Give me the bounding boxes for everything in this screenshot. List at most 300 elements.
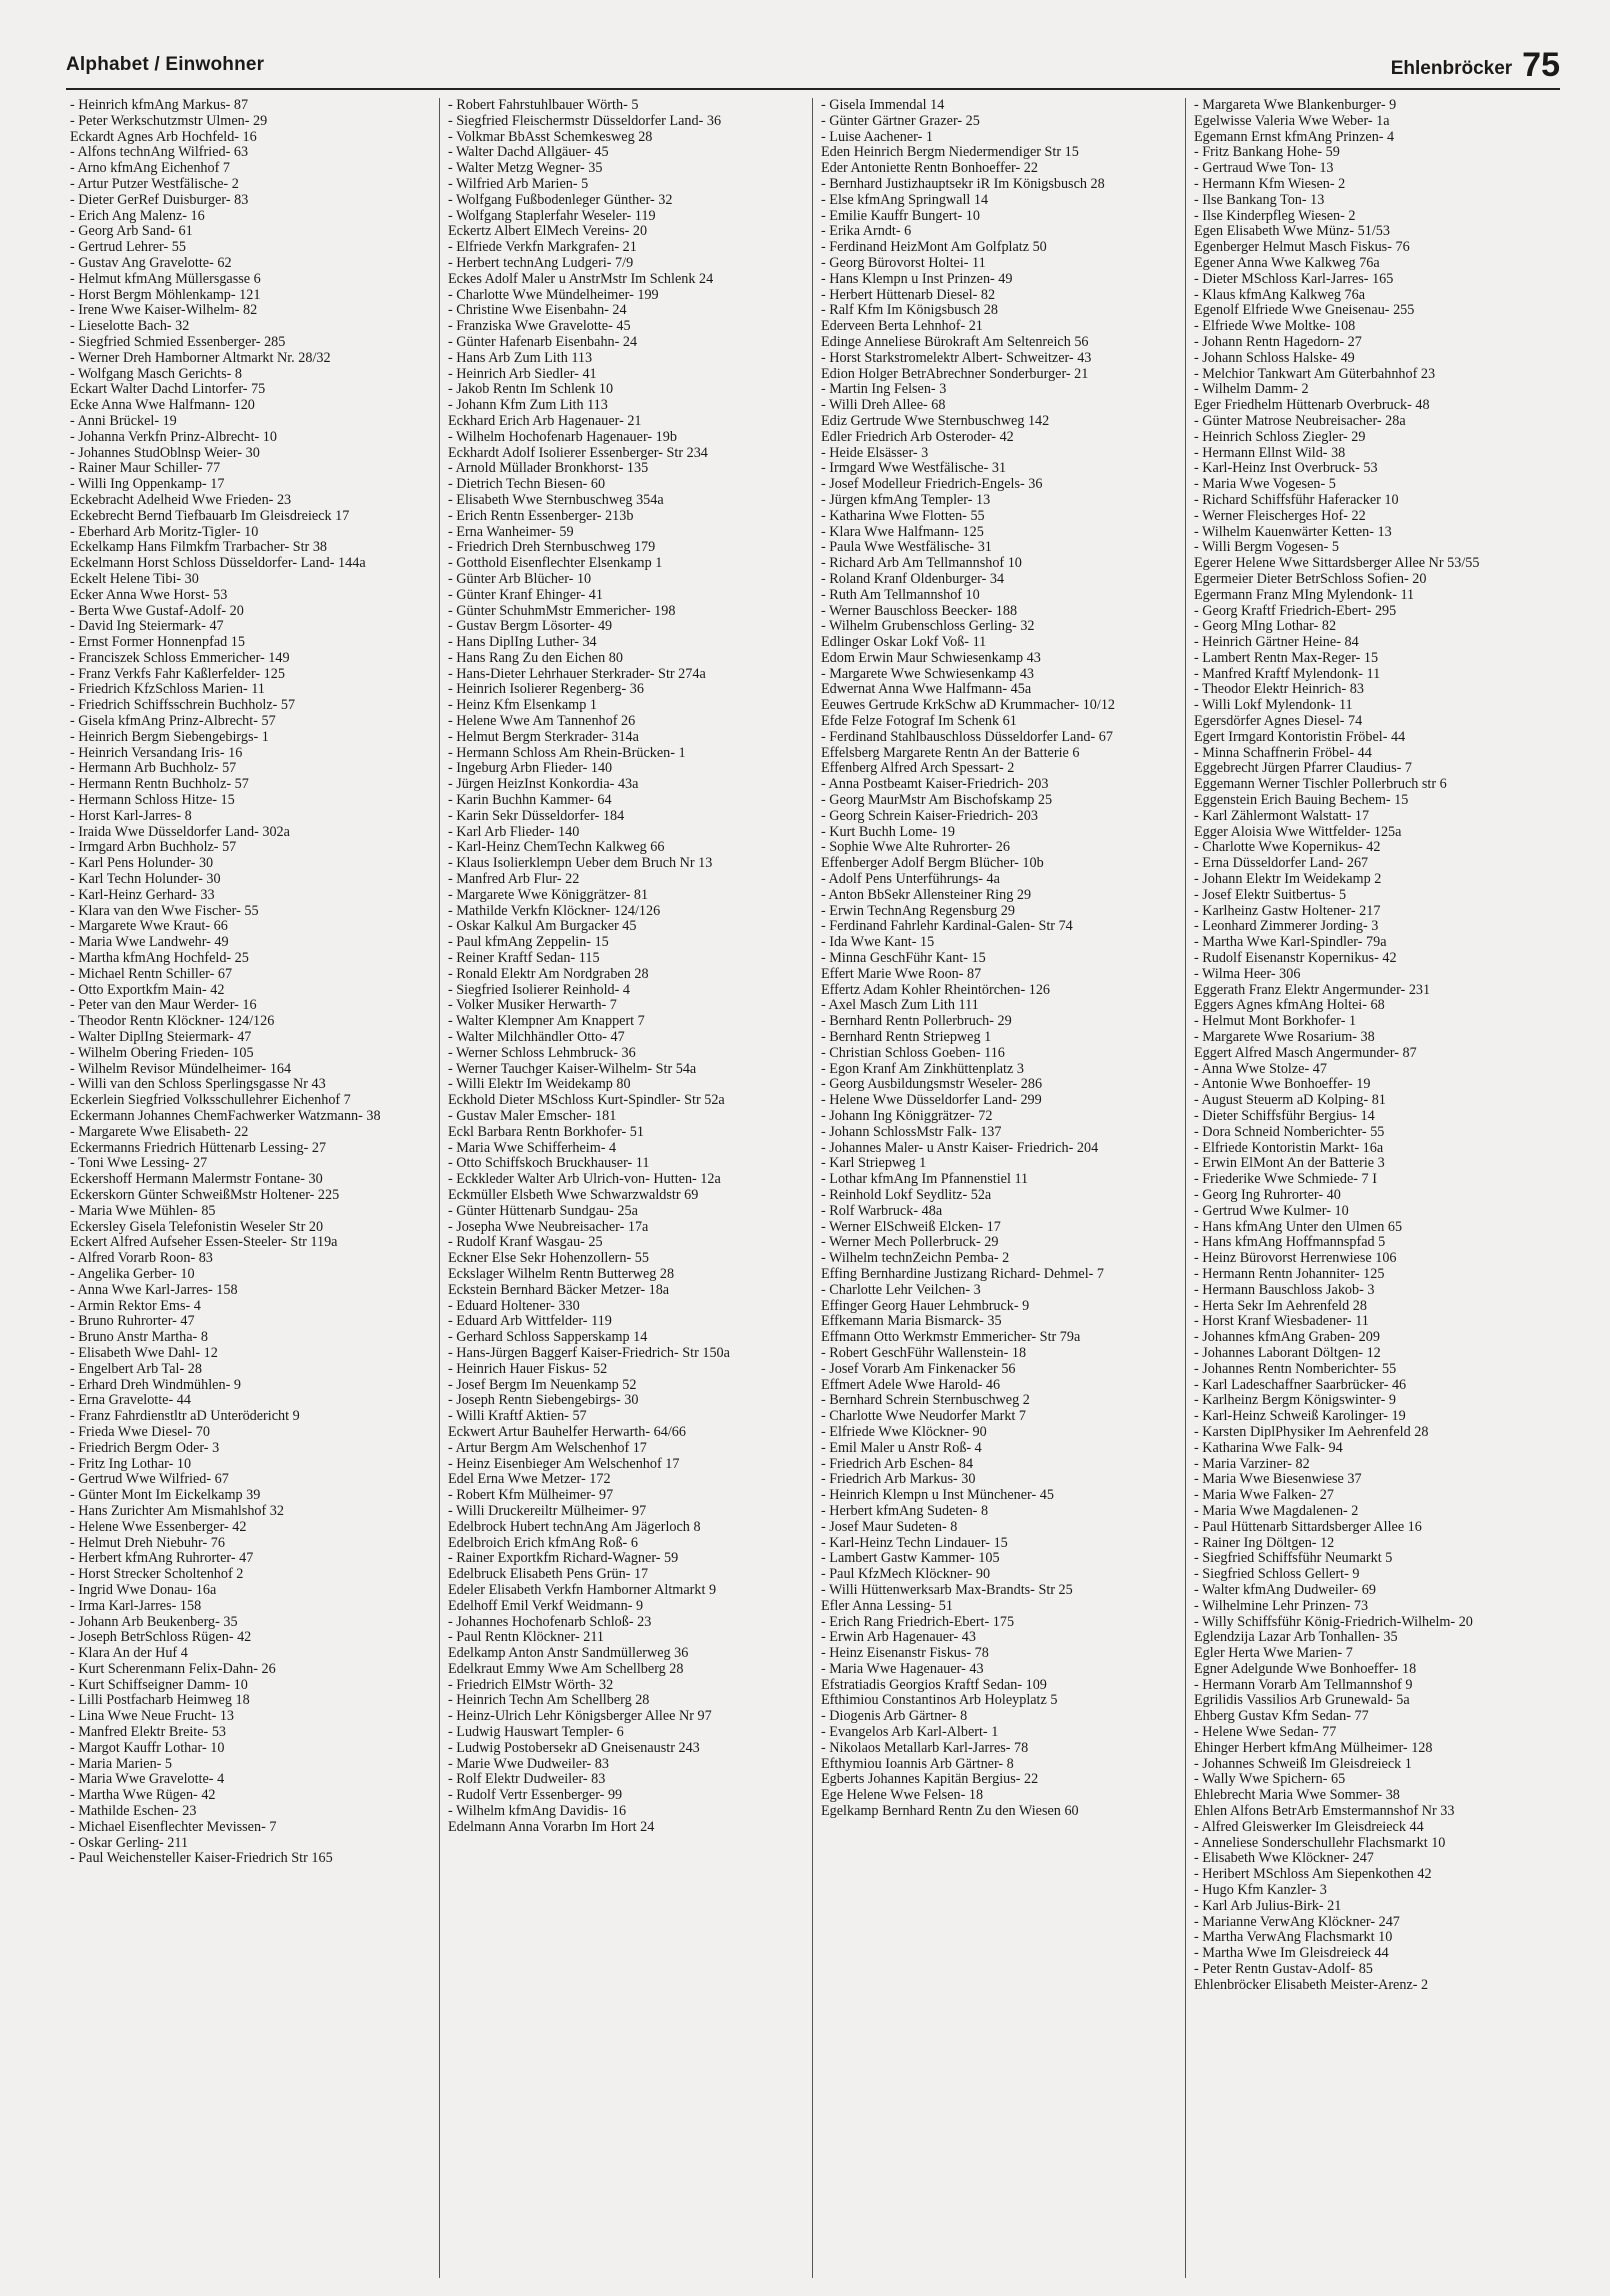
directory-entry: - Willi Bergm Vogesen- 5: [1194, 539, 1339, 556]
directory-entry: - Charlotte Wwe Mündelheimer- 199: [448, 286, 659, 303]
directory-entry: - Horst Karl-Jarres- 8: [70, 807, 192, 824]
directory-entry: - Volkmar BbAsst Schemkesweg 28: [448, 128, 653, 145]
directory-entry: - Martha Wwe Rügen- 42: [70, 1787, 216, 1804]
directory-entry: - Lambert Gastw Kammer- 105: [821, 1550, 1000, 1567]
directory-entry: Eckwert Artur Bauhelfer Herwarth- 64/66: [448, 1423, 686, 1440]
directory-entry: - Paul Rentn Klöckner- 211: [448, 1629, 605, 1646]
directory-entry: Egler Herta Wwe Marien- 7: [1194, 1645, 1353, 1662]
directory-entry: - Walter Klempner Am Knappert 7: [448, 1013, 645, 1030]
directory-entry: - Hermann Schloss Am Rhein-Brücken- 1: [448, 744, 686, 761]
directory-entry: - Hans Klempn u Inst Prinzen- 49: [821, 270, 1013, 287]
directory-entry: - Heinrich Klempn u Inst Münchener- 45: [821, 1487, 1054, 1504]
directory-entry: - Siegfried Fleischermstr Düsseldorfer Land- 36: [448, 112, 722, 129]
directory-entry: - Karl Techn Holunder- 30: [70, 871, 221, 888]
directory-entry: - Hans DiplIng Luther- 34: [448, 634, 597, 651]
directory-entry: - Irene Wwe Kaiser-Wilhelm- 82: [70, 302, 258, 319]
directory-entry: - Eduard Holtener- 330: [448, 1297, 580, 1314]
directory-entry: - Rolf Elektr Dudweiler- 83: [448, 1771, 606, 1788]
directory-entry: - Berta Wwe Gustaf-Adolf- 20: [70, 602, 244, 619]
directory-entry: Eckes Adolf Maler u AnstrMstr Im Schlenk 24: [448, 270, 714, 287]
directory-entry: - Klara Wwe Halfmann- 125: [821, 523, 984, 540]
directory-entry: - Oskar Kalkul Am Burgacker 45: [448, 918, 637, 935]
directory-entry: - Herta Sekr Im Aehrenfeld 28: [1194, 1297, 1367, 1314]
directory-entry: - Herbert technAng Ludgeri- 7/9: [448, 254, 634, 271]
directory-entry: - Elisabeth Wwe Sternbuschweg 354a: [448, 491, 664, 508]
directory-entry: - Helene Wwe Am Tannenhof 26: [448, 713, 636, 730]
directory-entry: - Elfriede Kontoristin Markt- 16a: [1194, 1139, 1384, 1156]
directory-entry: - Jürgen kfmAng Templer- 13: [821, 491, 991, 508]
directory-entry: Eckstein Bernhard Bäcker Metzer- 18a: [448, 1281, 670, 1298]
directory-entry: - Gertrud Wwe Wilfried- 67: [70, 1471, 229, 1488]
directory-entry: - Gustav Bergm Lösorter- 49: [448, 618, 613, 635]
directory-entry: - Gisela Immendal 14: [821, 98, 945, 113]
directory-entry: Ehinger Herbert kfmAng Mülheimer- 128: [1194, 1739, 1433, 1756]
directory-entry: - Michael Rentn Schiller- 67: [70, 965, 233, 982]
directory-entry: - Friedrich Arb Eschen- 84: [821, 1455, 974, 1472]
directory-entry: - Werner ElSchweiß Elcken- 17: [821, 1218, 1001, 1235]
directory-entry: Edelbrock Hubert technAng Am Jägerloch 8: [448, 1518, 701, 1535]
directory-entry: Effkemann Maria Bismarck- 35: [821, 1313, 1002, 1330]
directory-entry: Effmann Otto Werkmstr Emmericher- Str 79a: [821, 1329, 1081, 1346]
directory-entry: - Hermann Arb Buchholz- 57: [70, 760, 237, 777]
directory-entry: - Artur Bergm Am Welschenhof 17: [448, 1439, 647, 1456]
directory-entry: Ehlebrecht Maria Wwe Sommer- 38: [1194, 1787, 1400, 1804]
directory-entry: - Horst Strecker Scholtenhof 2: [70, 1566, 244, 1583]
directory-entry: - Georg Ing Ruhrorter- 40: [1194, 1186, 1341, 1203]
directory-entry: - Werner Mech Pollerbruck- 29: [821, 1234, 999, 1251]
directory-entry: - Erwin Arb Hagenauer- 43: [821, 1629, 976, 1646]
directory-entry: Egenberger Helmut Masch Fiskus- 76: [1194, 239, 1410, 256]
directory-entry: - Paul Hüttenarb Sittardsberger Allee 16: [1194, 1518, 1422, 1535]
directory-columns: [66, 98, 1560, 2278]
directory-entry: - Hermann Kfm Wiesen- 2: [1194, 175, 1346, 192]
directory-entry: Eckelmann Horst Schloss Düsseldorfer- Land- 144a: [70, 555, 366, 572]
directory-entry: - Marianne VerwAng Klöckner- 247: [1194, 1913, 1400, 1930]
directory-entry: Edom Erwin Maur Schwiesenkamp 43: [821, 649, 1041, 666]
directory-entry: - Heinrich Versandang Iris- 16: [70, 744, 243, 761]
directory-entry: - Martha Wwe Karl-Spindler- 79a: [1194, 934, 1387, 951]
directory-entry: - Margarete Wwe Rosarium- 38: [1194, 1029, 1375, 1046]
directory-entry: Edelbroich Erich kfmAng Roß- 6: [448, 1534, 638, 1551]
directory-entry: - Siegfried Schloss Gellert- 9: [1194, 1566, 1360, 1583]
directory-entry: - Gotthold Eisenflechter Elsenkamp 1: [448, 555, 663, 572]
directory-entry: - Willi Elektr Im Weidekamp 80: [448, 1076, 631, 1093]
directory-entry: - Werner Bauschloss Beecker- 188: [821, 602, 1018, 619]
directory-entry: - Margarete Wwe Elisabeth- 22: [70, 1123, 249, 1140]
directory-entry: - Otto Exportkfm Main- 42: [70, 981, 225, 998]
directory-entry: - Günter Matrose Neubreisacher- 28a: [1194, 412, 1406, 429]
directory-entry: - Volker Musiker Herwarth- 7: [448, 997, 617, 1014]
directory-entry: - Johann Rentn Hagedorn- 27: [1194, 333, 1362, 350]
directory-entry: - Johann Arb Beukenberg- 35: [70, 1613, 238, 1630]
directory-entry: - Antonie Wwe Bonhoeffer- 19: [1194, 1076, 1371, 1093]
directory-entry: - Maria Wwe Mühlen- 85: [70, 1202, 216, 1219]
directory-entry: - Günter Hafenarb Eisenbahn- 24: [448, 333, 638, 350]
directory-entry: - Joseph Rentn Siebengebirgs- 30: [448, 1392, 639, 1409]
directory-entry: - Hermann Bauschloss Jakob- 3: [1194, 1281, 1375, 1298]
directory-entry: - Karl-Heinz Schweiß Karolinger- 19: [1194, 1408, 1406, 1425]
directory-entry: - Helene Wwe Essenberger- 42: [70, 1518, 247, 1535]
directory-entry: - Herbert kfmAng Ruhrorter- 47: [70, 1550, 254, 1567]
directory-entry: - Erna Düsseldorfer Land- 267: [1194, 855, 1369, 872]
directory-entry: - Adolf Pens Unterführungs- 4a: [821, 871, 1000, 888]
directory-entry: - Frieda Wwe Diesel- 70: [70, 1423, 210, 1440]
directory-entry: - Willy Schiffsführ König-Friedrich-Wilhelm- 20: [1194, 1613, 1473, 1630]
directory-entry: - Karin Sekr Düsseldorfer- 184: [448, 807, 625, 824]
directory-entry: - Paula Wwe Westfälische- 31: [821, 539, 992, 556]
directory-entry: - Iraida Wwe Düsseldorfer Land- 302a: [70, 823, 290, 840]
directory-entry: - Reiner Kraftf Sedan- 115: [448, 950, 600, 967]
directory-entry: - Elfriede Wwe Klöckner- 90: [821, 1423, 987, 1440]
directory-entry: - Martha kfmAng Hochfeld- 25: [70, 950, 249, 967]
directory-entry: - Georg Ausbildungsmstr Weseler- 286: [821, 1076, 1043, 1093]
directory-entry: - Maria Marien- 5: [70, 1755, 173, 1772]
directory-entry: - Franz Verkfs Fahr Kaßlerfelder- 125: [70, 665, 285, 682]
directory-entry: Egger Aloisia Wwe Wittfelder- 125a: [1194, 823, 1402, 840]
directory-entry: - Lieselotte Bach- 32: [70, 318, 190, 335]
directory-entry: - Rainer Exportkfm Richard-Wagner- 59: [448, 1550, 679, 1567]
directory-entry: Eder Antoniette Rentn Bonhoeffer- 22: [821, 160, 1038, 177]
running-head-name: Ehlenbröcker: [1390, 58, 1513, 79]
directory-entry: - Johann Elektr Im Weidekamp 2: [1194, 871, 1382, 888]
directory-entry: Eckershoff Hermann Malermstr Fontane- 30: [70, 1171, 323, 1188]
directory-entry: - Wilfried Arb Marien- 5: [448, 175, 589, 192]
directory-entry: - Hermann Rentn Johanniter- 125: [1194, 1265, 1385, 1282]
directory-entry: - Horst Bergm Möhlenkamp- 121: [70, 286, 261, 303]
directory-entry: Eckersley Gisela Telefonistin Weseler Str 20: [70, 1218, 324, 1235]
directory-entry: - Georg Bürovorst Holtei- 11: [821, 254, 986, 271]
directory-entry: - Günter Gärtner Grazer- 25: [821, 112, 980, 129]
directory-entry: Edelbruck Elisabeth Pens Grün- 17: [448, 1566, 649, 1583]
directory-entry: Eckhard Erich Arb Hagenauer- 21: [448, 412, 642, 429]
directory-entry: Egen Elisabeth Wwe Münz- 51/53: [1194, 223, 1390, 240]
directory-entry: - Elfriede Wwe Moltke- 108: [1194, 318, 1356, 335]
directory-entry: - Erna Gravelotte- 44: [70, 1392, 191, 1409]
directory-entry: Effelsberg Margarete Rentn An der Batterie 6: [821, 744, 1080, 761]
directory-entry: - Georg Arb Sand- 61: [70, 223, 193, 240]
directory-entry: - Günter Kranf Ehinger- 41: [448, 586, 603, 603]
directory-entry: - Hans-Jürgen Baggerf Kaiser-Friedrich- Str 150a: [448, 1344, 730, 1361]
directory-entry: - Rudolf Eisenanstr Kopernikus- 42: [1194, 950, 1397, 967]
directory-entry: Egerer Helene Wwe Sittardsberger Allee Nr 53/55: [1194, 555, 1480, 572]
directory-entry: Eckslager Wilhelm Rentn Butterweg 28: [448, 1265, 675, 1282]
directory-entry: - Willi Kraftf Aktien- 57: [448, 1408, 587, 1425]
directory-entry: Ege Helene Wwe Felsen- 18: [821, 1787, 984, 1804]
directory-entry: - Anton BbSekr Allensteiner Ring 29: [821, 886, 1032, 903]
directory-entry: - Johanna Verkfn Prinz-Albrecht- 10: [70, 428, 277, 445]
directory-entry: - Fritz Ing Lothar- 10: [70, 1455, 192, 1472]
directory-entry: - Rudolf Kranf Wasgau- 25: [448, 1234, 603, 1251]
directory-entry: - Maria Wwe Biesenwiese 37: [1194, 1471, 1362, 1488]
directory-entry: Eckebrecht Bernd Tiefbauarb Im Gleisdreieck 17: [70, 507, 350, 524]
directory-entry: Eckart Walter Dachd Lintorfer- 75: [70, 381, 266, 398]
directory-entry: - Johannes Schweiß Im Gleisdreieck 1: [1194, 1755, 1412, 1772]
page-number: 75: [1522, 46, 1560, 84]
directory-entry: - Horst Kranf Wiesbadener- 11: [1194, 1313, 1369, 1330]
directory-entry: - Wilhelm Hochofenarb Hagenauer- 19b: [448, 428, 677, 445]
directory-entry: - Michael Eisenflechter Mevissen- 7: [70, 1818, 277, 1835]
directory-entry: - Margarete Wwe Kraut- 66: [70, 918, 228, 935]
column-2: [439, 98, 812, 2278]
directory-entry: Eckermanns Friedrich Hüttenarb Lessing- 27: [70, 1139, 327, 1156]
directory-entry: - Johannes StudOblnsp Weier- 30: [70, 444, 260, 461]
directory-entry: Ecke Anna Wwe Halfmann- 120: [70, 397, 255, 414]
directory-entry: Edler Friedrich Arb Osteroder- 42: [821, 428, 1014, 445]
directory-entry: - Günter Hüttenarb Sundgau- 25a: [448, 1202, 638, 1219]
directory-entry: - Georg MIng Lothar- 82: [1194, 618, 1337, 635]
directory-entry: Effert Marie Wwe Roon- 87: [821, 965, 982, 982]
directory-entry: - Heinrich Schloss Ziegler- 29: [1194, 428, 1366, 445]
directory-entry: - Robert Fahrstuhlbauer Wörth- 5: [448, 98, 639, 113]
directory-entry: - Karlheinz Gastw Holtener- 217: [1194, 902, 1381, 919]
directory-entry: Edelhoff Emil Verkf Weidmann- 9: [448, 1597, 644, 1614]
directory-entry: - Reinhold Lokf Seydlitz- 52a: [821, 1186, 992, 1203]
directory-entry: - Christian Schloss Goeben- 116: [821, 1044, 1005, 1061]
directory-entry: - Ludwig Hauswart Templer- 6: [448, 1724, 624, 1741]
directory-entry: - Martin Ing Felsen- 3: [821, 381, 947, 398]
directory-entry: - Alfred Vorarb Roon- 83: [70, 1250, 213, 1267]
directory-entry: Edeler Elisabeth Verkfn Hamborner Altmarkt 9: [448, 1581, 717, 1598]
directory-entry: - Georg MaurMstr Am Bischofskamp 25: [821, 792, 1053, 809]
directory-entry: - Hans kfmAng Unter den Ulmen 65: [1194, 1218, 1403, 1235]
directory-entry: - Minna GeschFühr Kant- 15: [821, 950, 986, 967]
directory-entry: - Walter kfmAng Dudweiler- 69: [1194, 1581, 1376, 1598]
directory-entry: - Heinrich Techn Am Schellberg 28: [448, 1692, 650, 1709]
directory-entry: - Kurt Schiffseigner Damm- 10: [70, 1676, 248, 1693]
directory-entry: - Walter DiplIng Steiermark- 47: [70, 1029, 252, 1046]
directory-entry: Eggerath Franz Elektr Angermunder- 231: [1194, 981, 1431, 998]
directory-entry: - Theodor Elektr Heinrich- 83: [1194, 681, 1364, 698]
directory-entry: Ehlenbröcker Elisabeth Meister-Arenz- 2: [1194, 1976, 1429, 1993]
directory-entry: - Erich Rang Friedrich-Ebert- 175: [821, 1613, 1015, 1630]
directory-entry: Eckmüller Elsbeth Wwe Schwarzwaldstr 69: [448, 1186, 699, 1203]
directory-entry: - Bernhard Schrein Sternbuschweg 2: [821, 1392, 1030, 1409]
directory-entry: Edwernat Anna Wwe Halfmann- 45a: [821, 681, 1032, 698]
directory-entry: - Christine Wwe Eisenbahn- 24: [448, 302, 627, 319]
directory-entry: - Hans Zurichter Am Mismahlshof 32: [70, 1502, 284, 1519]
directory-entry: - Engelbert Arb Tal- 28: [70, 1360, 202, 1377]
directory-entry: - Hermann Vorarb Am Tellmannshof 9: [1194, 1676, 1413, 1693]
directory-entry: Eckelt Helene Tibi- 30: [70, 570, 199, 587]
directory-entry: - Heinz-Ulrich Lehr Königsberger Allee Nr 97: [448, 1708, 712, 1725]
directory-entry: Eckermann Johannes ChemFachwerker Watzmann- 38: [70, 1108, 381, 1124]
directory-entry: Eggemann Werner Tischler Pollerbruch str 6: [1194, 776, 1447, 793]
directory-entry: - Bernhard Rentn Striepweg 1: [821, 1029, 992, 1046]
directory-entry: - Charlotte Lehr Veilchen- 3: [821, 1281, 981, 1298]
directory-entry: - Werner Dreh Hamborner Altmarkt Nr. 28/32: [70, 349, 331, 366]
directory-entry: Edelkraut Emmy Wwe Am Schellberg 28: [448, 1660, 684, 1677]
directory-entry: - Marie Wwe Dudweiler- 83: [448, 1755, 609, 1772]
directory-entry: - Erich Ang Malenz- 16: [70, 207, 205, 224]
header-rule: [66, 88, 1560, 90]
directory-entry: - Bruno Ruhrorter- 47: [70, 1313, 195, 1330]
directory-entry: - Jakob Rentn Im Schlenk 10: [448, 381, 614, 398]
directory-entry: Eckhardt Adolf Isolierer Essenberger- Str 234: [448, 444, 708, 461]
directory-entry: - Klaus kfmAng Kalkweg 76a: [1194, 286, 1365, 303]
directory-entry: - Maria Wwe Falken- 27: [1194, 1487, 1334, 1504]
directory-entry: Egberts Johannes Kapitän Bergius- 22: [821, 1771, 1039, 1788]
directory-entry: - Johannes Hochofenarb Schloß- 23: [448, 1613, 652, 1630]
directory-entry: - Hans-Dieter Lehrhauer Sterkrader- Str 274a: [448, 665, 706, 682]
directory-entry: - Mathilde Verkfn Klöckner- 124/126: [448, 902, 661, 919]
directory-entry: - Ferdinand Stahlbauschloss Düsseldorfer Land- 67: [821, 728, 1113, 745]
directory-entry: - Heinrich Bergm Siebengebirgs- 1: [70, 728, 269, 745]
directory-entry: Eggebrecht Jürgen Pfarrer Claudius- 7: [1194, 760, 1413, 777]
directory-entry: Egelkamp Bernhard Rentn Zu den Wiesen 60: [821, 1803, 1079, 1820]
directory-entry: - Gerhard Schloss Sapperskamp 14: [448, 1329, 648, 1346]
directory-entry: Edion Holger BetrAbrechner Sonderburger- 21: [821, 365, 1089, 382]
directory-entry: - Paul Weichensteller Kaiser-Friedrich Str 165: [70, 1850, 333, 1867]
directory-entry: - Karlheinz Bergm Königswinter- 9: [1194, 1392, 1396, 1409]
directory-entry: - Rainer Ing Döltgen- 12: [1194, 1534, 1335, 1551]
directory-entry: - Peter Werkschutzmstr Ulmen- 29: [70, 112, 268, 129]
directory-entry: Eggers Agnes kfmAng Holtei- 68: [1194, 997, 1385, 1014]
directory-entry: Egrilidis Vassilios Arb Grunewald- 5a: [1194, 1692, 1410, 1709]
directory-entry: - Dieter MSchloss Karl-Jarres- 165: [1194, 270, 1394, 287]
directory-entry: - Karl Arb Julius-Birk- 21: [1194, 1897, 1342, 1914]
directory-entry: - Johann Schloss Halske- 49: [1194, 349, 1355, 366]
directory-entry: - Erich Rentn Essenberger- 213b: [448, 507, 634, 524]
directory-entry: - Wolfgang Masch Gerichts- 8: [70, 365, 242, 382]
directory-entry: - Gertrud Wwe Kulmer- 10: [1194, 1202, 1349, 1219]
directory-entry: - Robert Kfm Mülheimer- 97: [448, 1487, 614, 1504]
directory-entry: - Karl Ladeschaffner Saarbrücker- 46: [1194, 1376, 1407, 1393]
directory-entry: Efler Anna Lessing- 51: [821, 1597, 953, 1614]
directory-entry: - Dieter Schiffsführ Bergius- 14: [1194, 1108, 1375, 1124]
directory-entry: - Hermann Ellnst Wild- 38: [1194, 444, 1346, 461]
directory-entry: - Erna Wanheimer- 59: [448, 523, 574, 540]
directory-entry: - Willi Druckereiltr Mülheimer- 97: [448, 1502, 647, 1519]
directory-entry: Eckner Else Sekr Hohenzollern- 55: [448, 1250, 649, 1267]
directory-entry: - Johannes Rentn Nomberichter- 55: [1194, 1360, 1397, 1377]
directory-entry: - Oskar Gerling- 211: [70, 1834, 189, 1851]
directory-entry: - Friedrich Arb Markus- 30: [821, 1471, 976, 1488]
directory-entry: - Heinrich Isolierer Regenberg- 36: [448, 681, 644, 698]
directory-entry: - Arnold Müllader Bronkhorst- 135: [448, 460, 649, 477]
directory-entry: - Maria Wwe Landwehr- 49: [70, 934, 229, 951]
directory-entry: Egermeier Dieter BetrSchloss Sofien- 20: [1194, 570, 1427, 587]
directory-entry: - Charlotte Wwe Neudorfer Markt 7: [821, 1408, 1026, 1425]
directory-entry: - Hugo Kfm Kanzler- 3: [1194, 1882, 1327, 1899]
directory-entry: - Erwin ElMont An der Batterie 3: [1194, 1155, 1385, 1172]
directory-entry: - Günter SchuhmMstr Emmericher- 198: [448, 602, 676, 619]
directory-entry: Edlinger Oskar Lokf Voß- 11: [821, 634, 987, 651]
directory-entry: - Rudolf Vertr Essenberger- 99: [448, 1787, 623, 1804]
directory-entry: - Maria Wwe Magdalenen- 2: [1194, 1502, 1359, 1519]
directory-entry: - Manfred Arb Flur- 22: [448, 871, 580, 888]
directory-entry: - Dieter GerRef Duisburger- 83: [70, 191, 249, 208]
directory-entry: - Friedrich KfzSchloss Marien- 11: [70, 681, 265, 698]
directory-entry: - Dora Schneid Nomberichter- 55: [1194, 1123, 1385, 1140]
directory-entry: - Mathilde Eschen- 23: [70, 1803, 197, 1820]
directory-entry: Eckelkamp Hans Filmkfm Trarbacher- Str 38: [70, 539, 328, 556]
directory-entry: - Karl-Heinz Gerhard- 33: [70, 886, 215, 903]
directory-entry: - Erwin TechnAng Regensburg 29: [821, 902, 1015, 919]
directory-entry: - Rainer Maur Schiller- 77: [70, 460, 221, 477]
directory-entry: - Josepha Wwe Neubreisacher- 17a: [448, 1218, 649, 1235]
directory-entry: - Helene Wwe Sedan- 77: [1194, 1724, 1337, 1741]
directory-entry: - Elfriede Verkfn Markgrafen- 21: [448, 239, 637, 256]
directory-entry: Edel Erna Wwe Metzer- 172: [448, 1471, 611, 1488]
directory-entry: - Axel Masch Zum Lith 111: [821, 997, 979, 1014]
directory-entry: - Gertraud Wwe Ton- 13: [1194, 160, 1334, 177]
directory-entry: - Irma Karl-Jarres- 158: [70, 1597, 202, 1614]
directory-entry: Egelwisse Valeria Wwe Weber- 1a: [1194, 112, 1390, 129]
directory-entry: - Heinz Bürovorst Herrenwiese 106: [1194, 1250, 1397, 1267]
directory-entry: Eggenstein Erich Bauing Bechem- 15: [1194, 792, 1409, 809]
directory-entry: - Wilhelmine Lehr Prinzen- 73: [1194, 1597, 1369, 1614]
directory-entry: - Wilhelm Obering Frieden- 105: [70, 1044, 254, 1061]
directory-entry: Ehlen Alfons BetrArb Emstermannshof Nr 33: [1194, 1803, 1455, 1820]
directory-entry: - Leonhard Zimmerer Jording- 3: [1194, 918, 1379, 935]
directory-entry: - Karl-Heinz Techn Lindauer- 15: [821, 1534, 1008, 1551]
directory-entry: - Josef Elektr Suitbertus- 5: [1194, 886, 1347, 903]
directory-entry: - Maria Wwe Schifferheim- 4: [448, 1139, 617, 1156]
directory-entry: - Heinrich Gärtner Heine- 84: [1194, 634, 1359, 651]
directory-entry: Ecker Anna Wwe Horst- 53: [70, 586, 228, 603]
directory-entry: Eckebracht Adelheid Wwe Frieden- 23: [70, 491, 292, 508]
directory-entry: - Ida Wwe Kant- 15: [821, 934, 935, 951]
directory-entry: Effing Bernhardine Justizang Richard- Dehmel- 7: [821, 1265, 1105, 1282]
directory-entry: - Katharina Wwe Flotten- 55: [821, 507, 985, 524]
directory-entry: - Bruno Anstr Martha- 8: [70, 1329, 208, 1346]
directory-entry: Egner Adelgunde Wwe Bonhoeffer- 18: [1194, 1660, 1417, 1677]
directory-entry: - Johannes Maler- u Anstr Kaiser- Friedrich- 204: [821, 1139, 1099, 1156]
header-right: [1391, 48, 1560, 82]
directory-entry: Eckert Alfred Aufseher Essen-Steeler- Str 119a: [70, 1234, 338, 1251]
page-header: [66, 48, 1560, 84]
directory-entry: - Hermann Schloss Hitze- 15: [70, 792, 235, 809]
directory-entry: - Ferdinand HeizMont Am Golfplatz 50: [821, 239, 1047, 256]
directory-entry: - Georg Schrein Kaiser-Friedrich- 203: [821, 807, 1038, 824]
directory-entry: - Gertrud Lehrer- 55: [70, 239, 186, 256]
directory-entry: Eckerskorn Günter SchweißMstr Holtener- 225: [70, 1186, 340, 1203]
directory-entry: - Karl Pens Holunder- 30: [70, 855, 214, 872]
directory-entry: - Eckkleder Walter Arb Ulrich-von- Hutten- 12a: [448, 1171, 721, 1188]
directory-entry: - Willi Dreh Allee- 68: [821, 397, 946, 414]
directory-entry: - Bernhard Rentn Pollerbruch- 29: [821, 1013, 1012, 1030]
directory-entry: - Robert GeschFühr Wallenstein- 18: [821, 1344, 1027, 1361]
directory-entry: Eggert Alfred Masch Angermunder- 87: [1194, 1044, 1417, 1061]
directory-entry: - Dietrich Techn Biesen- 60: [448, 476, 606, 493]
directory-entry: - Charlotte Wwe Kopernikus- 42: [1194, 839, 1381, 856]
directory-entry: - Günter Arb Blücher- 10: [448, 570, 592, 587]
directory-entry: - Eberhard Arb Moritz-Tigler- 10: [70, 523, 259, 540]
directory-entry: - Ludwig Postobersekr aD Gneisenaustr 243: [448, 1739, 700, 1756]
directory-entry: - Maria Wwe Gravelotte- 4: [70, 1771, 225, 1788]
directory-entry: - Ruth Am Tellmannshof 10: [821, 586, 980, 603]
directory-entry: - Herbert kfmAng Sudeten- 8: [821, 1502, 989, 1519]
section-title: Alphabet / Einwohner: [66, 54, 265, 75]
directory-entry: Egener Anna Wwe Kalkweg 76a: [1194, 254, 1380, 271]
directory-entry: - Artur Putzer Westfälische- 2: [70, 175, 239, 192]
directory-entry: - Else kfmAng Springwall 14: [821, 191, 989, 208]
directory-entry: - Johannes kfmAng Graben- 209: [1194, 1329, 1380, 1346]
directory-entry: - Richard Schiffsführ Haferacker 10: [1194, 491, 1399, 508]
directory-entry: - Willi Lokf Mylendonk- 11: [1194, 697, 1353, 714]
directory-entry: - Wolfgang Staplerfahr Weseler- 119: [448, 207, 656, 224]
directory-entry: - Wolfgang Fußbodenleger Günther- 32: [448, 191, 673, 208]
directory-entry: - Fritz Bankang Hohe- 59: [1194, 144, 1340, 161]
directory-entry: - Franz Fahrdienstltr aD Unterödericht 9: [70, 1408, 300, 1425]
directory-entry: - Lothar kfmAng Im Pfannenstiel 11: [821, 1171, 1029, 1188]
directory-entry: - Alfons technAng Wilfried- 63: [70, 144, 249, 161]
directory-entry: - Toni Wwe Lessing- 27: [70, 1155, 208, 1172]
directory-entry: - Anna Postbeamt Kaiser-Friedrich- 203: [821, 776, 1049, 793]
directory-entry: - Elisabeth Wwe Klöckner- 247: [1194, 1850, 1374, 1867]
directory-entry: Efthymiou Ioannis Arb Gärtner- 8: [821, 1755, 1014, 1772]
directory-entry: Eger Friedhelm Hüttenarb Overbruck- 48: [1194, 397, 1430, 414]
